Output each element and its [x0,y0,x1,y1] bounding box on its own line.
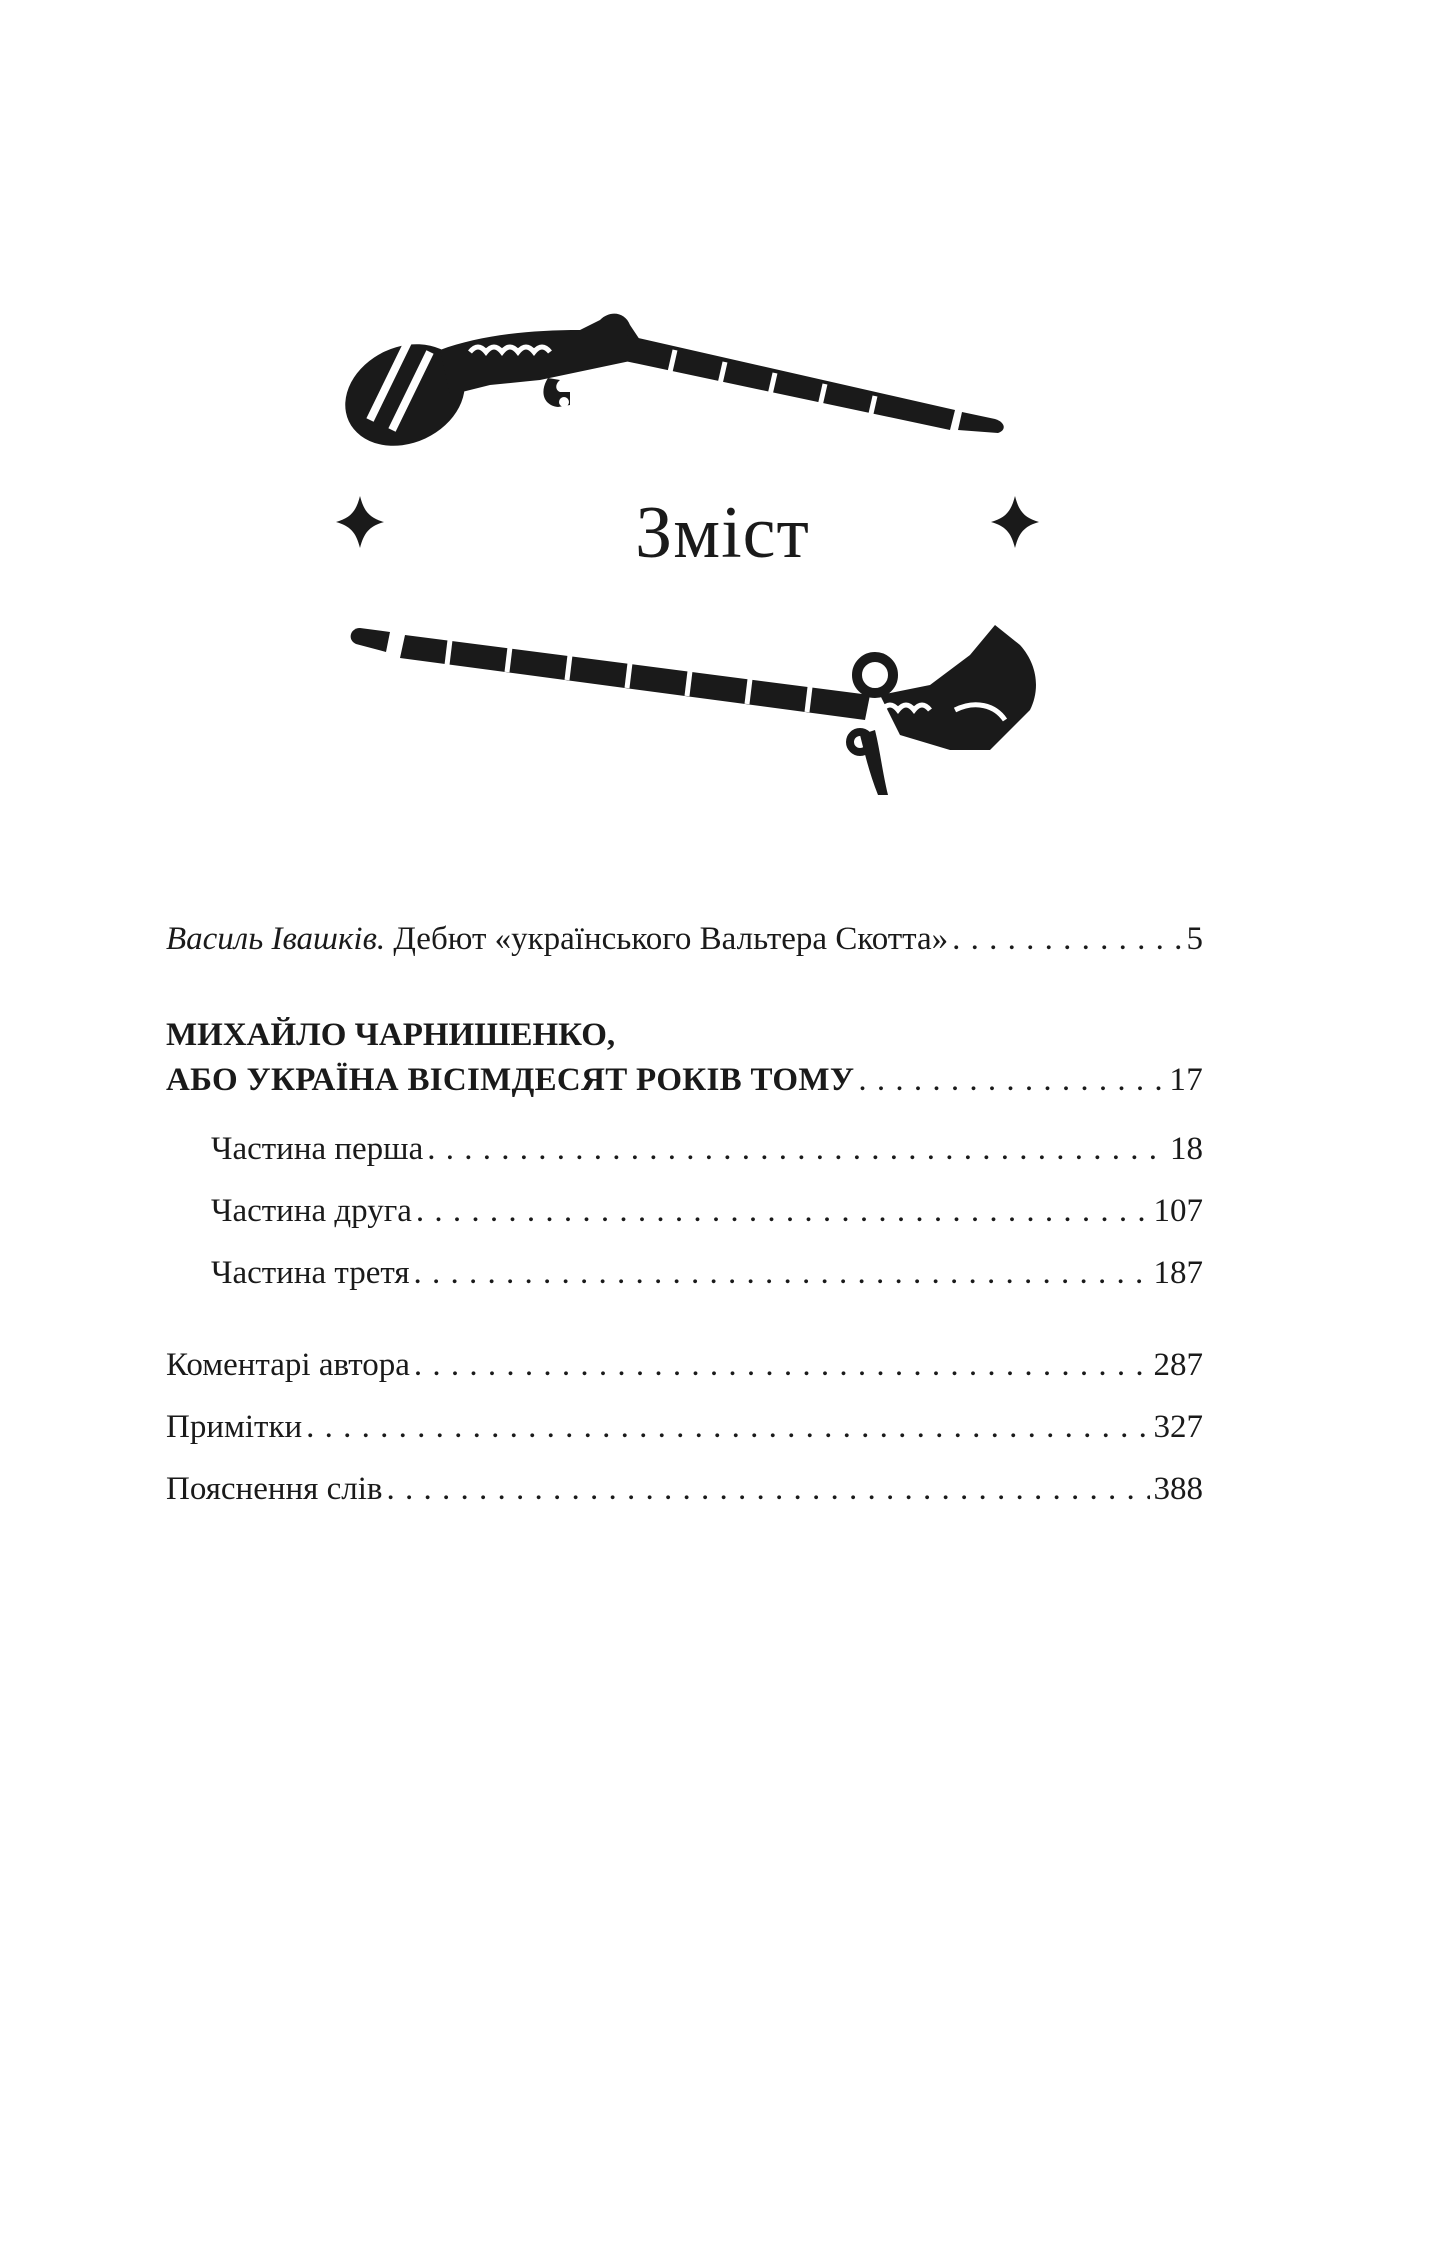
toc-entry-page: 18 [1170,1131,1203,1167]
toc-main-title-line2: АБО УКРАЇНА ВІСІМДЕСЯТ РОКІВ ТОМУ [166,1062,855,1098]
toc-entry-label: Примітки [166,1409,303,1445]
toc-entry-main[interactable] [166,1058,1203,1102]
toc-entry-part[interactable] [211,1189,1203,1233]
leader-dots [416,1189,1150,1233]
leader-dots [427,1127,1166,1171]
toc-entry-author: Василь Івашків. [166,921,386,957]
toc-entry-appendix[interactable] [166,1467,1203,1511]
toc-entry-page: 5 [1186,921,1203,957]
leader-dots [306,1405,1149,1449]
toc-entry-label: Частина третя [211,1255,410,1291]
leader-dots [414,1343,1150,1387]
flintlock-pistol-icon [330,314,1004,465]
flintlock-pistol-icon [351,625,1036,795]
leader-dots [952,917,1182,961]
toc-entry-part[interactable] [211,1251,1203,1295]
toc-entry-appendix[interactable] [166,1405,1203,1449]
toc-main-title-line1[interactable]: МИХАЙЛО ЧАРНИШЕНКО, [166,1017,616,1053]
toc-entry-label: Пояснення слів [166,1471,383,1507]
toc-entry-title: Дебют «українського Вальтера Скотта» [385,921,949,957]
toc-entry-page: 287 [1153,1347,1203,1383]
leader-dots [414,1251,1150,1295]
toc-entry-page: 388 [1153,1471,1203,1507]
page-title: Зміст [635,492,810,574]
toc-entry-page: 187 [1153,1255,1203,1291]
toc-entry-label: Частина друга [211,1193,412,1229]
toc-entry-label: Частина перша [211,1131,424,1167]
toc-entry-page: 17 [1169,1062,1203,1098]
toc-entry-part[interactable] [211,1127,1203,1171]
leader-dots [386,1467,1149,1511]
toc-entry-intro[interactable] [166,917,1203,961]
toc-entry-page: 327 [1153,1409,1203,1445]
toc-entry-page: 107 [1153,1193,1203,1229]
toc-entry-appendix[interactable] [166,1343,1203,1387]
leader-dots [858,1058,1165,1102]
toc-entry-label: Коментарі автора [166,1347,410,1383]
